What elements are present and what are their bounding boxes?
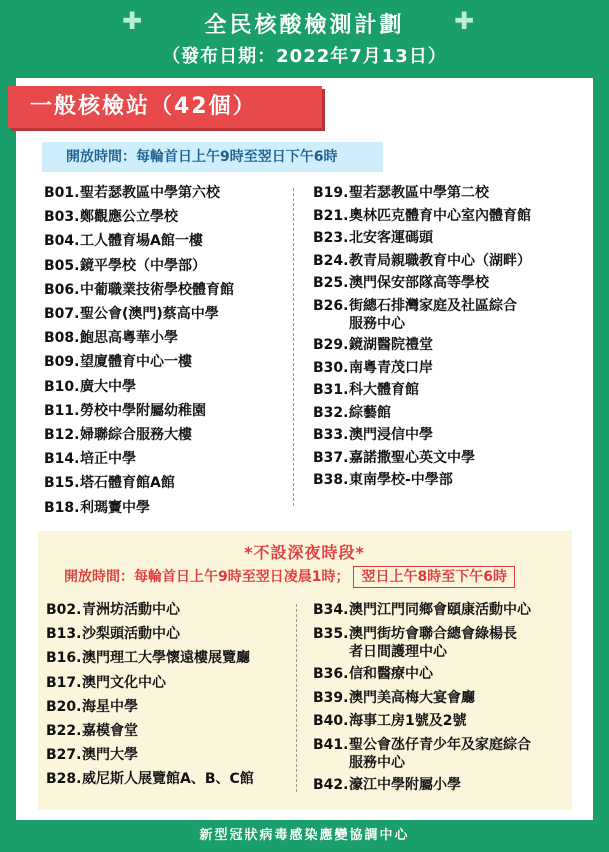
opening-hours: 開放時間：每輪首日上午9時至翌日下午6時 xyxy=(42,142,383,172)
site-code: B09. xyxy=(44,354,80,371)
list-item xyxy=(313,736,531,772)
site-code: B32. xyxy=(313,404,349,421)
no-night-hours xyxy=(64,565,515,589)
site-name xyxy=(80,474,175,492)
site-name xyxy=(80,232,203,250)
site-name xyxy=(349,689,475,707)
site-name xyxy=(80,426,192,444)
site-code: B39. xyxy=(313,689,349,706)
site-code: B34. xyxy=(313,602,349,618)
list-item xyxy=(313,776,461,794)
site-name xyxy=(80,402,206,420)
site-code: B36. xyxy=(313,666,349,682)
site-name xyxy=(82,601,180,619)
list-item xyxy=(44,378,136,396)
site-name-line: 科大體育館 xyxy=(349,382,419,398)
list-item xyxy=(313,601,531,619)
site-name xyxy=(349,426,433,444)
header xyxy=(0,0,609,78)
list-item xyxy=(44,257,206,275)
site-name xyxy=(82,746,138,764)
site-name xyxy=(80,184,220,202)
list-item xyxy=(46,674,166,692)
site-name xyxy=(349,736,531,772)
site-code: B33. xyxy=(313,427,349,443)
site-name xyxy=(80,450,136,468)
site-name xyxy=(349,381,419,399)
site-name xyxy=(349,665,433,683)
site-code: B10. xyxy=(44,378,80,395)
footer: 新型冠狀病毒感染應變協調中心 xyxy=(199,828,410,843)
site-code: B27. xyxy=(46,747,82,764)
list-item xyxy=(44,184,220,202)
site-code: B01. xyxy=(44,185,80,201)
plus-icon: ✚ xyxy=(122,7,143,35)
site-code: B13. xyxy=(46,626,82,643)
site-code: B23. xyxy=(313,230,349,246)
list-item xyxy=(313,359,433,377)
list-item xyxy=(313,297,517,333)
site-name-line: 奧林匹克體育中心室內體育館 xyxy=(349,207,531,224)
column-divider xyxy=(293,188,294,506)
site-name-line: 澳門理工大學懷遠樓展覽廳 xyxy=(82,650,250,667)
site-name-line: 嘉模會堂 xyxy=(82,723,138,739)
list-item xyxy=(44,450,136,468)
site-code: B16. xyxy=(46,650,82,667)
site-name-line: 沙梨頭活動中心 xyxy=(82,626,180,643)
site-name-line: 南粵青茂口岸 xyxy=(349,359,433,376)
site-code: B21. xyxy=(313,207,349,224)
site-name xyxy=(349,252,531,270)
plus-icon: ✚ xyxy=(454,7,475,35)
list-item xyxy=(44,208,178,226)
list-item xyxy=(313,449,475,467)
list-item xyxy=(313,712,466,730)
site-name xyxy=(349,404,391,422)
list-item xyxy=(313,229,433,247)
site-code: B05. xyxy=(44,257,80,274)
list-item xyxy=(44,474,175,492)
site-name xyxy=(82,649,250,667)
site-name xyxy=(349,601,531,619)
list-item xyxy=(44,353,192,371)
site-name-line: 聖若瑟教區中學第二校 xyxy=(349,185,489,201)
list-item xyxy=(313,184,489,202)
list-item xyxy=(313,426,433,444)
site-code: B19. xyxy=(313,185,349,201)
list-item xyxy=(44,499,150,517)
list-item xyxy=(313,625,517,661)
list-item xyxy=(44,232,203,250)
site-code: B07. xyxy=(44,306,80,322)
site-code: B08. xyxy=(44,330,80,347)
list-item xyxy=(46,746,138,764)
site-name-line: 勞校中學附屬幼稚園 xyxy=(80,402,206,419)
list-item xyxy=(46,625,180,643)
site-name-line: 澳門街坊會聯合總會綠楊長 xyxy=(349,625,517,642)
site-name-line: 澳門保安部隊高等學校 xyxy=(349,275,489,291)
site-name xyxy=(349,207,531,225)
list-item xyxy=(44,402,206,420)
site-code: B37. xyxy=(313,449,349,466)
site-name xyxy=(349,274,489,292)
site-code: B14. xyxy=(44,451,80,468)
site-code: B31. xyxy=(313,382,349,398)
site-name xyxy=(349,336,433,354)
site-name-line: 中葡職業技術學校體育館 xyxy=(80,281,234,298)
no-night-hours-text: 開放時間：每輪首日上午9時至翌日凌晨1時； xyxy=(64,569,350,585)
site-code: B17. xyxy=(46,674,82,691)
site-name-line: 澳門浸信中學 xyxy=(349,427,433,443)
site-name-line: 街總石排灣家庭及社區綜合 xyxy=(349,297,517,314)
list-item xyxy=(44,426,192,444)
site-name-line: 培正中學 xyxy=(80,451,136,468)
site-code: B06. xyxy=(44,281,80,298)
site-code: B35. xyxy=(313,625,349,642)
site-name xyxy=(80,378,136,396)
site-name-line: 澳門文化中心 xyxy=(82,674,166,691)
site-name xyxy=(349,625,517,661)
list-item xyxy=(46,698,138,716)
site-name xyxy=(80,281,234,299)
site-code: B40. xyxy=(313,713,349,729)
site-name xyxy=(82,698,138,716)
site-code: B24. xyxy=(313,252,349,269)
site-code: B29. xyxy=(313,337,349,353)
site-name xyxy=(82,625,180,643)
site-code: B04. xyxy=(44,233,80,250)
site-name-line: 綜藝館 xyxy=(349,404,391,421)
site-name-line: 聖若瑟教區中學第六校 xyxy=(80,185,220,201)
site-code: B18. xyxy=(44,499,80,516)
no-night-hours-box: 翌日上午8時至下午6時 xyxy=(353,566,514,588)
site-name-line: 澳門美高梅大宴會廳 xyxy=(349,689,475,706)
list-item xyxy=(313,207,531,225)
site-code: B02. xyxy=(46,602,82,618)
site-name-line: 澳門江門同鄉會頤康活動中心 xyxy=(349,602,531,618)
site-name xyxy=(80,305,219,323)
list-item xyxy=(44,281,234,299)
list-item xyxy=(44,305,219,323)
site-name xyxy=(82,674,166,692)
no-night-title: *不設深夜時段* xyxy=(244,543,365,562)
site-name-line: 教青局親職教育中心（湖畔） xyxy=(349,252,531,269)
column-divider xyxy=(296,604,297,792)
site-code: B28. xyxy=(46,771,82,788)
site-name-line: 鄭觀應公立學校 xyxy=(80,209,178,226)
site-name xyxy=(80,499,150,517)
site-name-line: 鏡平學校（中學部） xyxy=(80,257,206,274)
publish-date: （發布日期：2022年7月13日） xyxy=(162,46,447,67)
list-item xyxy=(46,770,254,788)
list-item xyxy=(313,689,475,707)
section-title: 一般核檢站（42個） xyxy=(8,86,322,128)
site-name-line: 北安客運碼頭 xyxy=(349,230,433,246)
site-code: B42. xyxy=(313,777,349,793)
site-name-line: 工人體育場A館一樓 xyxy=(80,233,203,250)
site-name-line: 鏡湖醫院禮堂 xyxy=(349,337,433,353)
site-name-line: 海星中學 xyxy=(82,698,138,715)
site-name-line: 婦聯綜合服務大樓 xyxy=(80,427,192,443)
site-name xyxy=(349,449,475,467)
site-name xyxy=(349,297,517,333)
site-name-line: 東南學校-中學部 xyxy=(349,472,453,488)
site-name-line: 利瑪竇中學 xyxy=(80,499,150,516)
site-name-line: 嘉諾撒聖心英文中學 xyxy=(349,449,475,466)
site-code: B41. xyxy=(313,736,349,753)
site-name xyxy=(349,229,433,247)
list-item xyxy=(46,722,138,740)
site-name-line: 海事工房1號及2號 xyxy=(349,713,467,729)
site-name-line: 澳門大學 xyxy=(82,747,138,764)
site-name xyxy=(80,329,178,347)
site-name-line: 廣大中學 xyxy=(80,378,136,395)
site-code: B11. xyxy=(44,402,80,419)
site-name xyxy=(80,353,192,371)
site-code: B15. xyxy=(44,475,80,492)
list-item xyxy=(46,649,250,667)
site-name xyxy=(80,208,178,226)
site-code: B30. xyxy=(313,359,349,376)
list-item xyxy=(313,665,433,683)
site-name xyxy=(82,770,254,788)
site-name-line: 聖公會(澳門)蔡高中學 xyxy=(80,306,219,322)
site-name xyxy=(349,471,453,489)
list-item xyxy=(313,404,391,422)
site-name xyxy=(349,359,433,377)
list-item xyxy=(46,601,180,619)
site-name-line: 青洲坊活動中心 xyxy=(82,602,180,618)
site-code: B20. xyxy=(46,698,82,715)
site-code: B12. xyxy=(44,427,80,443)
page-title: 全民核酸檢測計劃 xyxy=(204,13,405,38)
site-name-line: 望廈體育中心一樓 xyxy=(80,354,192,371)
site-name-line: 服務中心 xyxy=(349,315,405,332)
site-name-line: 鮑思高粵華小學 xyxy=(80,330,178,347)
list-item xyxy=(44,329,178,347)
list-item xyxy=(313,274,489,292)
site-name xyxy=(349,776,461,794)
site-name-line: 塔石體育館A館 xyxy=(80,475,175,492)
site-name-line: 信和醫療中心 xyxy=(349,666,433,682)
list-item xyxy=(313,252,531,270)
site-name xyxy=(80,257,206,275)
site-name xyxy=(82,722,138,740)
list-item xyxy=(313,381,419,399)
site-name-line: 聖公會氹仔青少年及家庭綜合 xyxy=(349,736,531,753)
site-name-line: 威尼斯人展覽館A、B、C館 xyxy=(82,771,254,788)
site-code: B25. xyxy=(313,275,349,291)
site-name-line: 濠江中學附屬小學 xyxy=(349,777,461,793)
site-name-line: 服務中心 xyxy=(349,754,405,771)
site-name xyxy=(349,184,489,202)
site-code: B03. xyxy=(44,209,80,226)
site-code: B38. xyxy=(313,472,349,488)
site-name xyxy=(349,712,466,730)
site-code: B26. xyxy=(313,297,349,314)
site-name-line: 者日間護理中心 xyxy=(349,643,447,660)
list-item xyxy=(313,336,433,354)
list-item xyxy=(313,471,453,489)
site-code: B22. xyxy=(46,723,82,739)
